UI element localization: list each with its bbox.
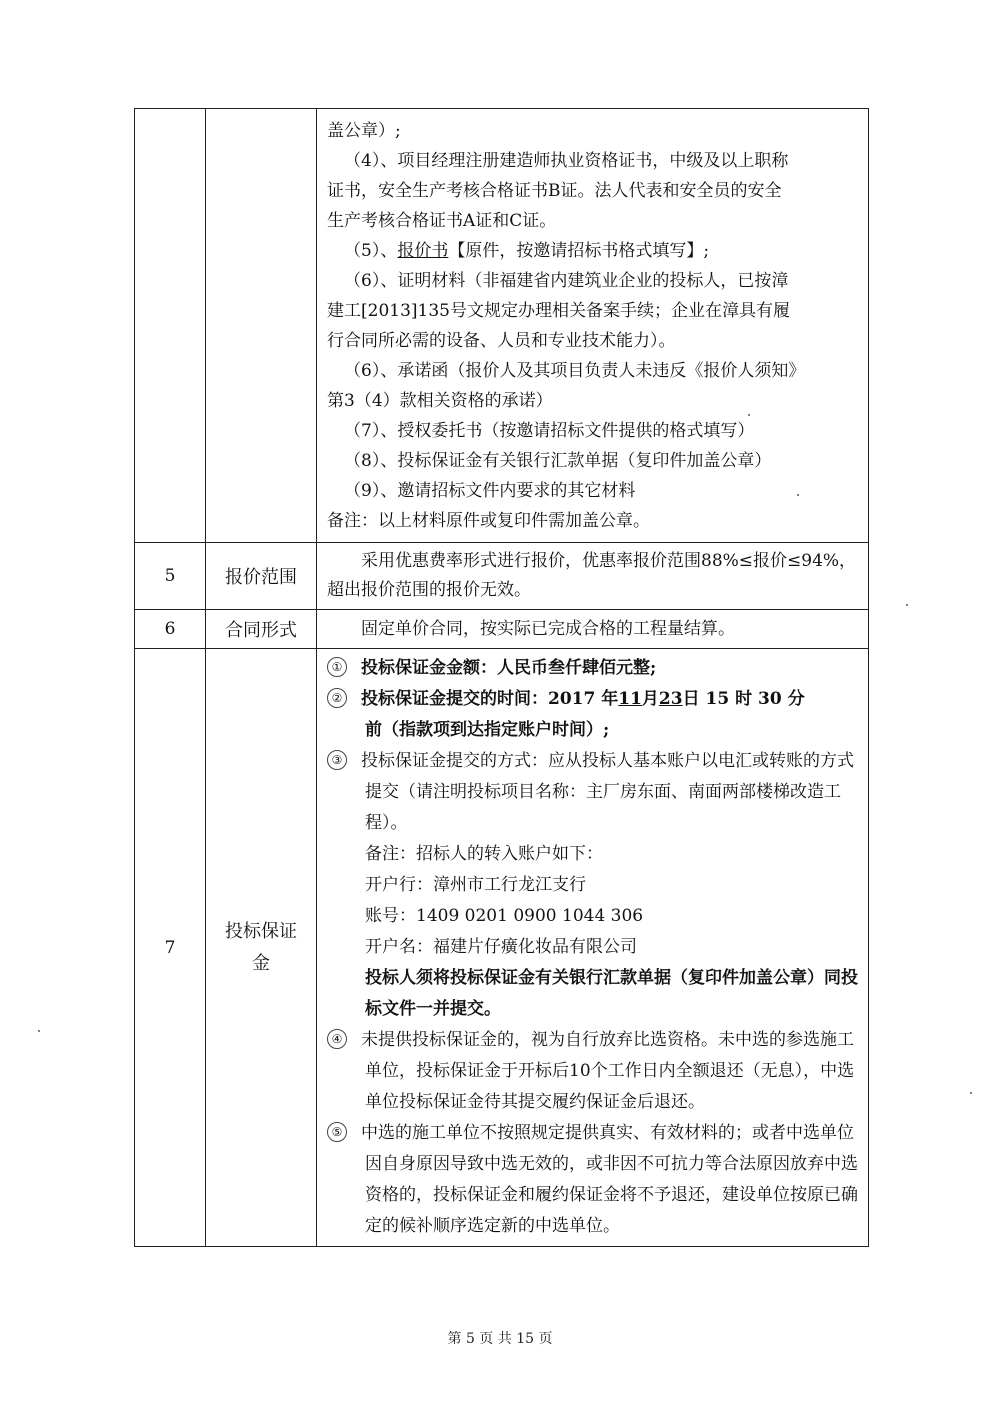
content-line: （7）、授权委托书（按邀请招标文件提供的格式填写） [344, 420, 755, 441]
row-content [317, 610, 869, 649]
bid-requirements-table [134, 108, 869, 1247]
scan-speck [906, 604, 908, 606]
row-name [206, 649, 317, 1247]
content-line: （9）、邀请招标文件内要求的其它材料 [344, 480, 636, 501]
content-line: 第3（4）款相关资格的承诺） [327, 390, 553, 411]
circled-number: ② [327, 688, 347, 708]
account-note: 备注：招标人的转入账户如下： [365, 844, 603, 864]
row-number-cell [135, 109, 206, 543]
table-row-5 [135, 543, 869, 610]
content-line-item5 [327, 236, 862, 266]
deadline-day: 23 [658, 689, 683, 709]
table-row-7 [135, 649, 869, 1247]
content-line: 行合同所必需的设备、人员和专业技术能力）。 [327, 330, 676, 351]
row-name-cell [206, 109, 317, 543]
scan-speck [970, 1092, 972, 1094]
table-row-continued [135, 109, 869, 543]
no-bond-item [327, 1025, 862, 1118]
row-number: 6 [135, 610, 206, 649]
scan-speck [748, 414, 750, 416]
content-line: （8）、投标保证金有关银行汇款单据（复印件加盖公章） [344, 450, 772, 471]
content-line: （6）、承诺函（报价人及其项目负责人未违反《报价人须知》 [344, 360, 806, 381]
row-name-text: 投标保证金 [225, 920, 297, 974]
no-bond-text: 未提供投标保证金的，视为自行放弃比选资格。未中选的参选施工单位，投标保证金于开标后10个工作日内全额退还（无息），中选单位投标保证金待其提交履约保证金后退还。 [361, 1030, 855, 1112]
bond-method-item [327, 746, 862, 839]
deadline-text-b: 月 [641, 689, 659, 709]
content-line: 备注：以上材料原件或复印件需加盖公章。 [327, 510, 650, 531]
circled-number: ⑤ [327, 1122, 347, 1142]
bond-amount-text: 投标保证金金额：人民币叁仟肆佰元整; [361, 658, 657, 678]
row-name: 报价范围 [206, 543, 317, 610]
content-line: 建工[2013]135号文规定办理相关备案手续；企业在漳具有履 [327, 300, 790, 321]
deadline-text-c: 日 15 时 30 分 [682, 689, 805, 709]
row-number: 7 [135, 649, 206, 1247]
bank-name: 开户行：漳州市工行龙江支行 [365, 875, 586, 895]
forfeit-text: 中选的施工单位不按照规定提供真实、有效材料的；或者中选单位因自身原因导致中选无效的，或非因不可抗力等合法原因放弃中选资格的，投标保证金和履约保证金将不予退还，建设单位按原已确定的候补顺序选定新的中选单位。 [361, 1123, 858, 1236]
row-content-cell [317, 109, 869, 543]
bond-deadline-item [327, 684, 862, 746]
quotation-link: 报价书 [397, 240, 449, 261]
row-number: 5 [135, 543, 206, 610]
content-line: 生产考核合格证书A证和C证。 [327, 210, 557, 231]
deadline-month: 11 [618, 689, 642, 709]
forfeit-item [327, 1118, 862, 1242]
page-number-footer: 第 5 页 共 15 页 [447, 1331, 553, 1347]
deadline-text-d: 前（指款项到达指定账户时间）; [365, 720, 610, 740]
table-row-6 [135, 610, 869, 649]
content-line: （4）、项目经理注册建造师执业资格证书，中级及以上职称 [344, 150, 789, 171]
contract-form-text: 固定单价合同，按实际已完成合格的工程量结算。 [361, 619, 735, 639]
circled-number: ④ [327, 1029, 347, 1049]
bond-amount-item [327, 653, 862, 684]
row-content [317, 649, 869, 1247]
item5-suffix: 【原件，按邀请招标书格式填写】; [448, 240, 710, 261]
account-holder: 开户名：福建片仔癀化妆品有限公司 [365, 937, 637, 957]
submit-requirement: 投标人须将投标保证金有关银行汇款单据（复印件加盖公章）同投标文件一并提交。 [365, 968, 858, 1019]
account-number: 账号：1409 0201 0900 1044 306 [365, 906, 644, 926]
circled-number: ① [327, 657, 347, 677]
deadline-text-a: 投标保证金提交的时间：2017 年 [361, 689, 619, 709]
row-content [317, 543, 869, 610]
content-line: 盖公章）; [327, 120, 401, 141]
price-range-text: 采用优惠费率形式进行报价，优惠率报价范围88%≤报价≤94%，超出报价范围的报价无效。 [327, 551, 857, 600]
content-line: 证书，安全生产考核合格证书B证。法人代表和安全员的安全 [327, 180, 782, 201]
bond-method-text: 投标保证金提交的方式：应从投标人基本账户以电汇或转账的方式提交（请注明投标项目名称：主厂房东面、南面两部楼梯改造工程）。 [361, 751, 854, 833]
circled-number: ③ [327, 750, 347, 770]
row-name: 合同形式 [206, 610, 317, 649]
item5-prefix: （5）、 [344, 240, 398, 261]
scan-speck [797, 494, 799, 496]
content-line: （6）、证明材料（非福建省内建筑业企业的投标人，已按漳 [344, 270, 789, 291]
scan-speck [38, 1030, 40, 1032]
